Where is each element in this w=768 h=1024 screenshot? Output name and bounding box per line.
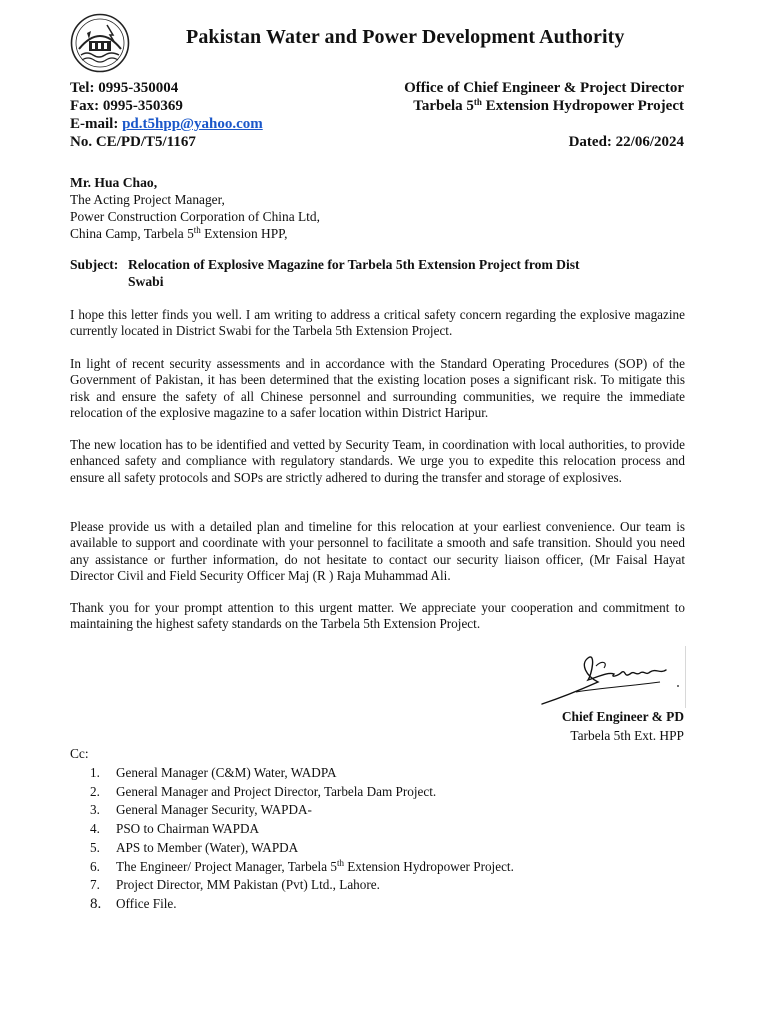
subject-line <box>70 256 670 290</box>
subject-label: Subject: <box>70 257 119 272</box>
recipient-address <box>70 174 320 242</box>
signatory-subtitle: Tarbela 5th Ext. HPP <box>570 728 684 743</box>
cc-item: 3. General Manager Security, WAPDA- <box>90 802 312 818</box>
fax-line: Fax: 0995-350369 <box>70 98 183 114</box>
project-line: Tarbela 5th Extension Hydropower Project <box>413 97 684 114</box>
body-paragraph: Please provide us with a detailed plan and timeline for this relocation at your earliest convenience. Our team is available to support and coordinate with your personnel to facilitate a smooth and safe transition. Should you need any assistance or further information, do not hesitate to contact our security liaison officer, (Mr Faisal Hayat Director Civil and Field Security Officer Maj (R ) Raja Muhammad Ali. <box>70 519 685 583</box>
email-line <box>70 115 263 133</box>
cc-item: 8. Office File. <box>90 895 177 912</box>
cc-list <box>70 764 514 914</box>
wapda-logo-icon <box>69 13 131 73</box>
recipient-line: China Camp, Tarbela 5th Extension HPP, <box>70 225 288 241</box>
signature-area <box>540 646 686 708</box>
subject-text: Relocation of Explosive Magazine for Tarbela 5th Extension Project from Dist <box>128 257 580 272</box>
organization-title: Pakistan Water and Power Development Authority <box>186 26 625 48</box>
handwritten-signature-icon <box>540 646 685 708</box>
letter-date: Dated: 22/06/2024 <box>568 134 684 150</box>
email-label: E-mail: <box>70 116 119 132</box>
subject-text-continued: Swabi <box>128 274 164 289</box>
recipient-name: Mr. Hua Chao, <box>70 175 158 190</box>
body-paragraph: The new location has to be identified and vetted by Security Team, in coordination with local authorities, to provide enhanced safety and compliance with regulatory standards. We urge you to expedite this relocation process and ensure all safety protocols and SOPs are strictly adhered to during the transfer and storage of explosives. <box>70 437 685 485</box>
body-paragraph: Thank you for your prompt attention to this urgent matter. We appreciate your cooperation and commitment to maintaining the highest safety standards on the Tarbela 5th Extension Project. <box>70 600 685 632</box>
cc-label: Cc: <box>70 746 89 761</box>
office-line: Office of Chief Engineer & Project Director <box>404 80 684 96</box>
recipient-line: The Acting Project Manager, <box>70 192 225 207</box>
cc-item: 6. The Engineer/ Project Manager, Tarbela 5th Extension Hydropower Project. <box>90 857 514 874</box>
body-paragraph: In light of recent security assessments and in accordance with the Standard Operating Procedures (SOP) of the Government of Pakistan, it has been determined that the existing location poses a significant risk. To mitigate this risk and ensure the safety of all Chinese personnel and surrounding communities, we require the immediate relocation of the explosive magazine to a safer location within District Haripur. <box>70 356 685 420</box>
recipient-line: Power Construction Corporation of China Ltd, <box>70 209 320 224</box>
cc-item: 5. APS to Member (Water), WAPDA <box>90 839 299 855</box>
reference-number: No. CE/PD/T5/1167 <box>70 134 196 150</box>
email-link[interactable]: pd.t5hpp@yahoo.com <box>122 116 263 132</box>
tel-line: Tel: 0995-350004 <box>70 80 179 96</box>
cc-item: 1. General Manager (C&M) Water, WADPA <box>90 765 337 780</box>
signatory-title: Chief Engineer & PD <box>561 709 684 724</box>
cc-item: 4. PSO to Chairman WAPDA <box>90 821 259 837</box>
cc-item: 7. Project Director, MM Pakistan (Pvt) Ltd., Lahore. <box>90 877 380 893</box>
cc-item: 2. General Manager and Project Director, Tarbela Dam Project. <box>90 783 437 799</box>
body-paragraph: I hope this letter finds you well. I am writing to address a critical safety concern regarding the explosive magazine currently located in District Swabi for the Tarbela 5th Extension Project. <box>70 307 685 339</box>
